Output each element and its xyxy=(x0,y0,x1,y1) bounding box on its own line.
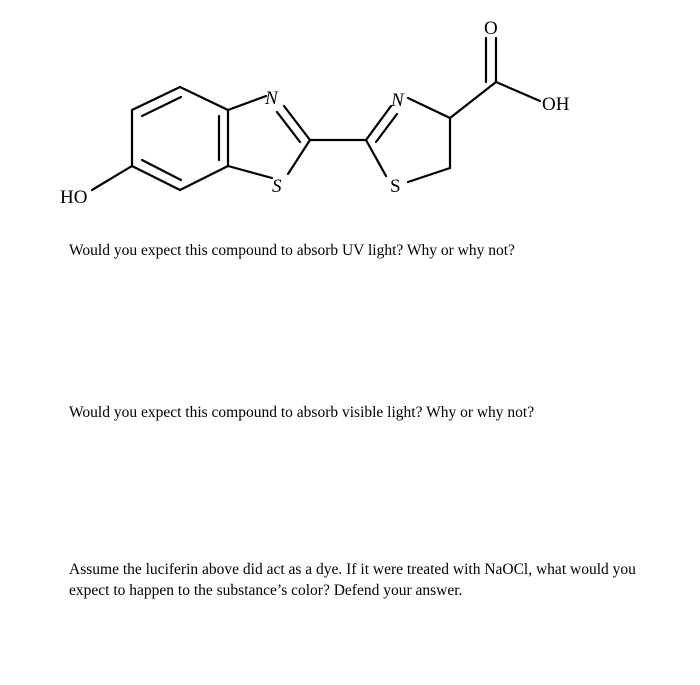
atom-s-benzothiazole: S xyxy=(272,176,282,197)
atom-carboxyl-oh: OH xyxy=(542,94,570,115)
atom-s-thiazoline: S xyxy=(390,176,401,197)
question-visible-absorption: Would you expect this compound to absorb visible light? Why or why not? xyxy=(69,404,535,421)
question-naocl-color: Assume the luciferin above did act as a dye. If it were treated with NaOCl, what would you expect to happen to the substance’s color? Defend your answer. xyxy=(69,561,636,599)
benzene-ring xyxy=(132,87,228,190)
atom-n-benzothiazole: N xyxy=(265,88,278,109)
atom-carbonyl-o: O xyxy=(484,18,498,39)
thiazoline-ring xyxy=(366,98,450,182)
carboxylic-acid-group xyxy=(450,38,540,118)
atom-n-thiazoline: N xyxy=(391,90,404,111)
luciferin-structure xyxy=(0,0,700,230)
atom-phenol-ho: HO xyxy=(60,187,88,208)
question-uv-absorption: Would you expect this compound to absorb UV light? Why or why not? xyxy=(69,242,515,259)
phenol-bond xyxy=(92,166,132,190)
